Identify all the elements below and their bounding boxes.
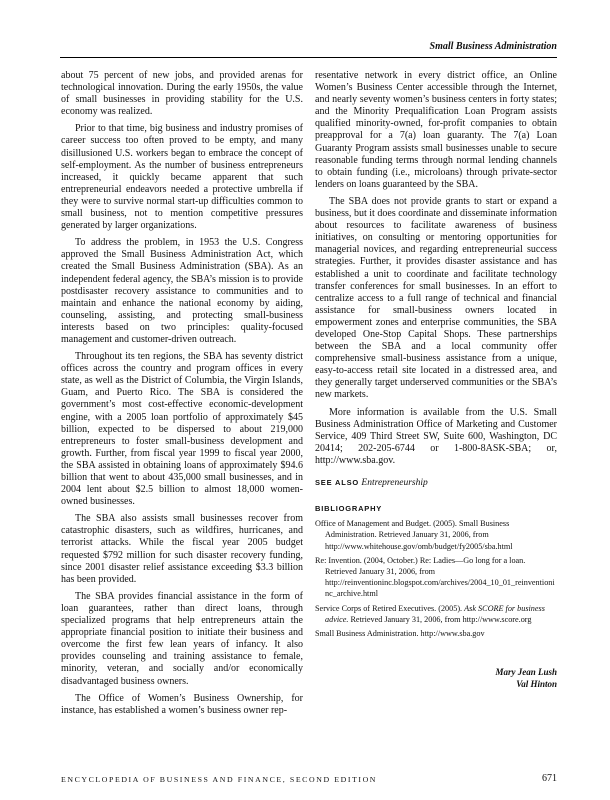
see-also-label: SEE ALSO <box>315 478 360 487</box>
bibliography-entry-title: Ask SCORE for business advice. <box>325 603 545 624</box>
body-paragraph: The SBA does not provide grants to start or expand a business, but it does coordinate and disseminate information about resources to facilitate awareness of business initiatives, on consulting or mentoring opportunities for managerial novices, and regarding entrepreneurial success strategies. Further, it provides disaster assistance and has established a unit to coordinate and facilitate technology transfer conferences for small businesses. In an effort to centralize access to a full range of technical and financial assistance for small-business owners located in empowerment zones and enterprise communities, the SBA developed One-Stop Capital Shops. These partnerships between the SBA and a local community offer comprehensive small-business assistance from a unique, easy-to-access retail site located in a distressed area, and they generally target underserved communities or the SBA’s new markets. <box>315 195 557 401</box>
body-paragraph: The Office of Women’s Business Ownership, for instance, has established a women’s business owner rep- <box>61 692 303 716</box>
author-signature <box>315 667 557 690</box>
body-paragraph: The SBA also assists small businesses recover from catastrophic disasters, such as wildfires, hurricanes, and terrorist attacks. While the fiscal year 2005 budget requested $792 million for such disaster recovery funding, since 2001 disaster relief assistance exceeding $3.3 billion has been provided. <box>61 513 303 585</box>
body-paragraph: To address the problem, in 1953 the U.S. Congress approved the Small Business Administration Act, which created the Small Business Administration (SBA). As an independent federal agency, the SBA’s mission is to provide postdisaster recovery assistance to communities and to maintain and enhance the national economy by aiding, counseling, assisting, and protecting small-business interests based on two principles: quality-focused management and customer-driven outreach. <box>61 237 303 345</box>
footer-publication: ENCYCLOPEDIA OF BUSINESS AND FINANCE, SECOND EDITION <box>61 775 378 784</box>
body-paragraph: The SBA provides financial assistance in the form of loan guarantees, rather than direct loans, through specialized programs that help entrepreneurs attain the appropriate financial position to initiate their business and overcome the first few lean years of infancy. It also provides counseling and training assistance to female, minority, veteran, and socially and/or economically disadvantaged business owners. <box>61 590 303 687</box>
bibliography-entry <box>315 628 557 639</box>
bibliography-entry-text: Retrieved January 31, 2006, from http://www.score.org <box>348 614 532 624</box>
running-head: Small Business Administration <box>429 41 557 52</box>
right-column <box>315 70 557 690</box>
bibliography-entry-text: Office of Management and Budget. (2005). Small Business Administration. Retrieved January 31, 2006, from http://www.whitehouse.gov/omb/budget/fy2005/sba.html <box>315 519 513 551</box>
author-name: Mary Jean Lush <box>495 667 557 678</box>
bibliography-entry-text: Re: Invention. (2004, October.) Re: Ladies—Go long for a loan. Retrieved January 31, 2006, from http://reinventioninc.blogspot.com/archives/2004_10_01_reinventioninc_archive.html <box>315 555 555 599</box>
author-name: Val Hinton <box>516 678 557 689</box>
bibliography-entry <box>315 603 557 625</box>
body-paragraph: Throughout its ten regions, the SBA has seventy district offices across the country and program offices in every state, as well as the District of Columbia, the Virgin Islands, Guam, and Puerto Rico. The SBA is considered the government’s most cost-effective economic-development engine, with a 2005 loan portfolio of approximately $45 billion, expected to be dispersed to about 219,000 entrepreneurs to foster small-business development and growth. Further, from fiscal year 1999 to fiscal year 2000, the SBA assisted in obtaining loans of approximately $94.6 billion that went to about 435,000 small businesses, and in 2004 lent about $2.5 billion to almost 18,000 women-owned businesses. <box>61 351 303 508</box>
header-rule <box>60 57 557 58</box>
bibliography-entry-text: Service Corps of Retired Executives. (2005). <box>315 603 465 613</box>
see-also-link[interactable]: Entrepreneurship <box>361 478 428 488</box>
left-column <box>61 70 303 722</box>
body-paragraph: about 75 percent of new jobs, and provided arenas for technological innovation. During the early 1950s, the value of small businesses in providing stability for the U.S. economy was realized. <box>61 70 303 118</box>
bibliography-entry <box>315 555 557 600</box>
bibliography-heading: BIBLIOGRAPHY <box>315 504 383 514</box>
body-paragraph: More information is available from the U.S. Small Business Administration Office of Marketing and Customer Service, 409 Third Street SW, Suite 600, Washington, DC 20414; 202-205-6744 or 1-800-8ASK-SBA; or, http://www.sba.gov. <box>315 406 557 466</box>
bibliography-list <box>315 518 557 639</box>
body-paragraph: Prior to that time, big business and industry promises of career success too often proved to be empty, and many disillusioned U.S. workers began to embrace the concept of self-employment. As the number of business entrepreneurs increased, it quickly became apparent that such entrepreneurial endeavors needed a protective umbrella if they were to survive normal start-up difficulties common to small business, not to mention competitive pressures generated by larger organizations. <box>61 123 303 232</box>
body-paragraph: resentative network in every district office, an Online Women’s Business Center accessible through the Internet, and nearly seventy women’s business centers in forty states; and the Minority Prequalification Loan Program assists qualified minority-owned, for-profit companies to obtain preapproval for a 7(a) loan guaranty. The 7(a) Loan Guaranty Program assists small businesses unable to secure reasonable funding terms through normal lending channels to obtain funding (i.e., microloans) through private-sector lenders on loans guaranteed by the SBA. <box>315 70 557 190</box>
see-also <box>315 477 557 489</box>
bibliography-entry <box>315 518 557 552</box>
bibliography-entry-text: Small Business Administration. http://www.sba.gov <box>315 629 485 639</box>
page-number: 671 <box>542 773 557 784</box>
